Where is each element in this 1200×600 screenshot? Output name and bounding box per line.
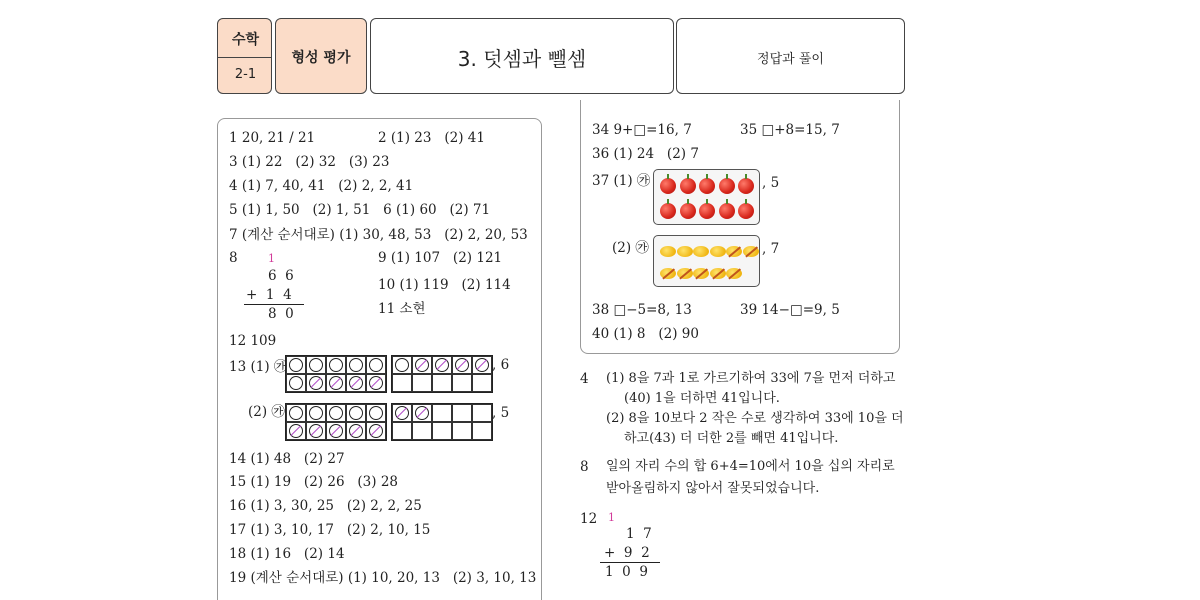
answer-17: 17 (1) 3, 10, 17 (2) 2, 10, 15 — [229, 522, 431, 538]
ten-frame-cell — [306, 422, 326, 440]
ten-frame-cell — [452, 374, 472, 392]
grade-label: 2-1 — [234, 67, 257, 82]
answer-9: 9 (1) 107 (2) 121 — [378, 250, 503, 266]
answer-16: 16 (1) 3, 30, 25 (2) 2, 2, 25 — [229, 498, 422, 514]
explanation-8-a: 일의 자리 수의 합 6+4=10에서 10을 십의 자리로 — [606, 459, 895, 474]
circle-icon — [309, 406, 323, 420]
answer-3: 3 (1) 22 (2) 32 (3) 23 — [229, 154, 390, 170]
ten-frame-cell — [472, 374, 492, 392]
ten-frame-cell — [366, 374, 386, 392]
answer-5-6: 5 (1) 1, 50 (2) 1, 51 6 (1) 60 (2) 71 — [229, 202, 491, 218]
explanation-4-1b: (40) 1을 더하면 41입니다. — [624, 391, 780, 406]
circle-icon — [349, 358, 363, 372]
crossed-circle-icon — [309, 424, 323, 438]
explanation-4-2b: 하고(43) 더 더한 2를 빼면 41입니다. — [624, 431, 839, 446]
ten-frame-cell — [452, 356, 472, 374]
assessment-label: 형성 평가 — [291, 50, 351, 66]
circle-icon — [369, 358, 383, 372]
ten-frame-cell — [346, 422, 366, 440]
ten-frame-cell — [286, 356, 306, 374]
lemon-icon — [660, 246, 676, 257]
answer-8-row2: + 1 4 — [246, 287, 292, 303]
ten-frame-cell — [326, 404, 346, 422]
answer-11: 11 소현 — [378, 301, 426, 317]
crossed-lemon-icon — [726, 268, 742, 279]
answer-8-row1: 6 6 — [268, 268, 294, 284]
title-box — [370, 18, 674, 94]
ten-frame-cell — [432, 404, 452, 422]
ten-frame-cell — [472, 356, 492, 374]
lemon-icon — [710, 246, 726, 257]
answers-box — [676, 18, 905, 94]
ten-frame-cell — [306, 374, 326, 392]
ten-frame-cell — [392, 356, 412, 374]
ten-frame-cell — [326, 356, 346, 374]
crossed-lemon-icon — [710, 268, 726, 279]
answer-14: 14 (1) 48 (2) 27 — [229, 451, 345, 467]
ten-frame-cell — [286, 374, 306, 392]
crossed-circle-icon — [415, 406, 429, 420]
ten-frame-cell — [412, 404, 432, 422]
ten-frame-cell — [306, 356, 326, 374]
ten-frame-cell — [366, 422, 386, 440]
explanation-4-number: 4 — [580, 371, 589, 387]
lemon-icon — [677, 246, 693, 257]
explanation-12-row1: 1 7 — [626, 526, 652, 542]
ten-frame-cell — [366, 356, 386, 374]
circle-icon — [349, 406, 363, 420]
answer-37-2-label: (2) ㉮ — [612, 240, 649, 256]
crossed-circle-icon — [369, 376, 383, 390]
ten-frame-cell — [286, 422, 306, 440]
answer-35: 35 □+8=15, 7 — [740, 122, 840, 138]
ten-frame-cell — [452, 404, 472, 422]
ten-frame-cell — [412, 374, 432, 392]
answer-13-1-value: , 6 — [492, 357, 510, 373]
crossed-circle-icon — [329, 376, 343, 390]
crossed-circle-icon — [455, 358, 469, 372]
ten-frame-cell — [346, 356, 366, 374]
answer-37-1-label: 37 (1) ㉮ — [592, 173, 651, 189]
subject-label: 수학 — [231, 32, 260, 48]
ten-frame-13-1-left — [285, 355, 387, 393]
apple-icon — [699, 203, 715, 219]
answer-34: 34 9+□=16, 7 — [592, 122, 692, 138]
ten-frame-cell — [452, 422, 472, 440]
lemon-box — [653, 235, 760, 287]
ten-frame-cell — [412, 356, 432, 374]
ten-frame-cell — [326, 422, 346, 440]
answer-13-2-value: , 5 — [492, 405, 510, 421]
explanation-12-row2: + 9 2 — [604, 545, 650, 561]
apple-icon — [680, 178, 696, 194]
ten-frame-cell — [412, 422, 432, 440]
answer-8-number: 8 — [229, 250, 238, 266]
answer-13-1-label: 13 (1) ㉮ — [229, 359, 288, 375]
ten-frame-cell — [472, 422, 492, 440]
ten-frame-cell — [392, 422, 412, 440]
answer-10: 10 (1) 119 (2) 114 — [378, 277, 511, 293]
apple-icon — [719, 178, 735, 194]
ten-frame-13-2-right — [391, 403, 493, 441]
ten-frame-cell — [286, 404, 306, 422]
answer-37-2-value: , 7 — [762, 241, 780, 257]
explanation-12-number: 12 — [580, 511, 598, 527]
explanation-12-result: 1 0 9 — [605, 564, 648, 580]
crossed-lemon-icon — [660, 268, 676, 279]
crossed-lemon-icon — [726, 246, 742, 257]
page-title: 3. 덧셈과 뺄셈 — [457, 47, 587, 71]
circle-icon — [309, 358, 323, 372]
circle-icon — [289, 376, 303, 390]
ten-frame-cell — [326, 374, 346, 392]
subject-box — [217, 18, 272, 94]
answer-36: 36 (1) 24 (2) 7 — [592, 146, 699, 162]
crossed-lemon-icon — [693, 268, 709, 279]
ten-frame-cell — [432, 356, 452, 374]
answer-8-carry: 1 — [268, 252, 275, 265]
apple-icon — [660, 203, 676, 219]
answer-19: 19 (계산 순서대로) (1) 10, 20, 13 (2) 3, 10, 13 — [229, 570, 537, 586]
ten-frame-cell — [432, 374, 452, 392]
ten-frame-13-2-left — [285, 403, 387, 441]
explanation-12-carry: 1 — [608, 511, 615, 524]
ten-frame-cell — [472, 404, 492, 422]
assessment-box — [275, 18, 367, 94]
answer-12: 12 109 — [229, 333, 277, 349]
crossed-circle-icon — [349, 424, 363, 438]
circle-icon — [289, 406, 303, 420]
crossed-circle-icon — [349, 376, 363, 390]
answer-4: 4 (1) 7, 40, 41 (2) 2, 2, 41 — [229, 178, 414, 194]
crossed-lemon-icon — [677, 268, 693, 279]
ten-frame-cell — [346, 404, 366, 422]
answer-1: 1 20, 21 / 21 — [229, 130, 316, 146]
crossed-circle-icon — [395, 406, 409, 420]
circle-icon — [329, 358, 343, 372]
ten-frame-13-1-right — [391, 355, 493, 393]
crossed-circle-icon — [415, 358, 429, 372]
ten-frame-cell — [306, 404, 326, 422]
answer-37-1-value: , 5 — [762, 175, 780, 191]
ten-frame-cell — [366, 404, 386, 422]
explanation-8-number: 8 — [580, 459, 589, 475]
answer-13-2-label: (2) ㉮ — [248, 404, 285, 420]
crossed-circle-icon — [309, 376, 323, 390]
answer-39: 39 14−□=9, 5 — [740, 302, 840, 318]
ten-frame-cell — [346, 374, 366, 392]
apple-icon — [660, 178, 676, 194]
answer-2: 2 (1) 23 (2) 41 — [378, 130, 485, 146]
crossed-lemon-icon — [743, 246, 759, 257]
answer-18: 18 (1) 16 (2) 14 — [229, 546, 345, 562]
apple-icon — [738, 203, 754, 219]
apple-icon — [738, 178, 754, 194]
circle-icon — [289, 358, 303, 372]
answers-label: 정답과 풀이 — [757, 52, 824, 67]
crossed-circle-icon — [475, 358, 489, 372]
crossed-circle-icon — [435, 358, 449, 372]
circle-icon — [329, 406, 343, 420]
apple-icon — [680, 203, 696, 219]
ten-frame-cell — [392, 404, 412, 422]
lemon-icon — [693, 246, 709, 257]
ten-frame-cell — [432, 422, 452, 440]
crossed-circle-icon — [289, 424, 303, 438]
answer-8-result: 8 0 — [268, 306, 294, 322]
apple-icon — [719, 203, 735, 219]
circle-icon — [369, 406, 383, 420]
crossed-circle-icon — [369, 424, 383, 438]
ten-frame-cell — [392, 374, 412, 392]
answer-7: 7 (계산 순서대로) (1) 30, 48, 53 (2) 2, 20, 53 — [229, 227, 528, 243]
answer-40: 40 (1) 8 (2) 90 — [592, 326, 699, 342]
answer-38: 38 □−5=8, 13 — [592, 302, 692, 318]
apple-icon — [699, 178, 715, 194]
explanation-8-b: 받아올림하지 않아서 잘못되었습니다. — [606, 481, 820, 496]
circle-icon — [395, 358, 409, 372]
explanation-4-1a: (1) 8을 7과 1로 가르기하여 33에 7을 먼저 더하고 — [606, 371, 896, 386]
explanation-4-2a: (2) 8을 10보다 2 작은 수로 생각하여 33에 10을 더 — [606, 411, 904, 426]
answer-15: 15 (1) 19 (2) 26 (3) 28 — [229, 474, 398, 490]
crossed-circle-icon — [329, 424, 343, 438]
